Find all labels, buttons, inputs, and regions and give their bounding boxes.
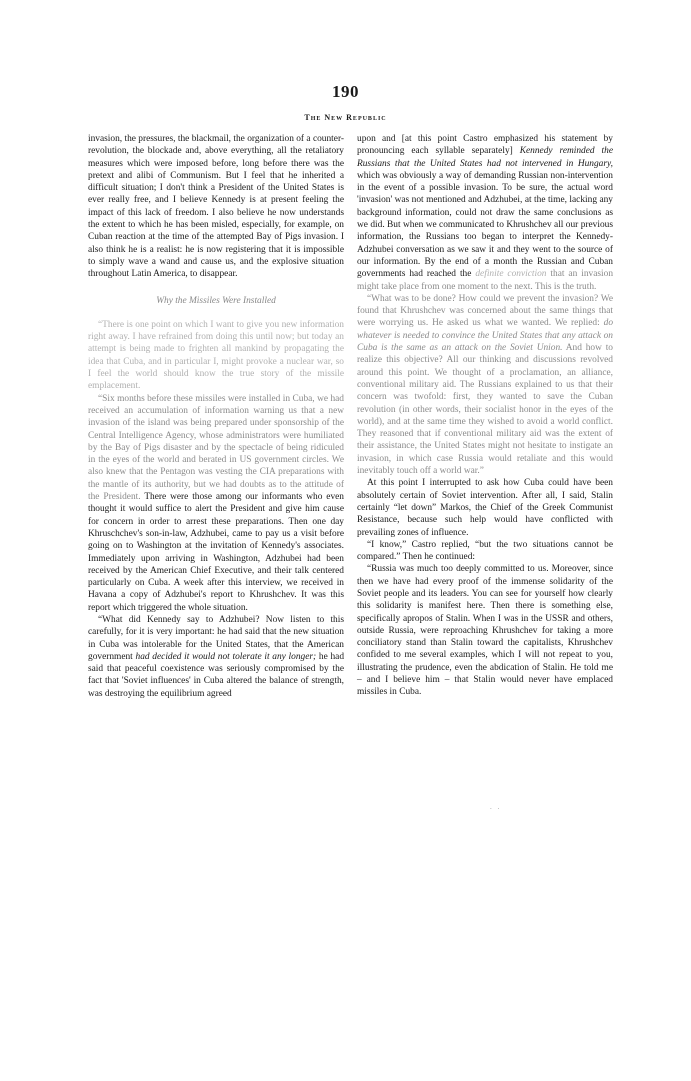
emphasis-text: had decided it would not tolerate it any longer; bbox=[135, 651, 317, 662]
paragraph-text: upon and [at this point Castro emphasized his statement by pronouncing each syllable separately] bbox=[357, 134, 613, 157]
paragraph-text: which was obviously a way of demanding Russian non-intervention in the event of a possible invasion. To be sure, the actual word 'invasion' was not mentioned and Adzhubei, at the time, lacking any background information, could not draw the same conclusions as we did. But when we communicated to Khrushchev all our previous information, the Russians too began to interpret the Kennedy-Adzhubei conversation as we saw it and they went to the source of our information. By the end of a month the Russian and Cuban governments had reached the bbox=[357, 170, 613, 280]
paragraph: At this point I interrupted to ask how Cuba could have been absolutely certain of Soviet intervention. After all, I said, Stalin certainly “let down” Markos, the Chief of the Greek Communist Resistance, because such help would have conflicted with prevailing zones of influence. bbox=[357, 478, 613, 538]
paragraph-text: And how to realize this objective? All our thinking and discussions revolved around this point. We thought of a proclamation, an alliance, conventional military aid. The Russians explained to us that their concern was twofold: first, they wanted to save the Cuban revolution (in other words, their socialist honor in the eyes of the world), and at the same time they wished to avoid a world conflict. They reasoned that if conventional military aid was the extent of their assistance, the United States might not hesitate to instigate an invasion, in which case Russia would retaliate and this would inevitably touch off a world war.” bbox=[357, 343, 613, 477]
left-column bbox=[88, 133, 344, 700]
paragraph bbox=[88, 614, 344, 700]
page-number: 190 bbox=[332, 82, 359, 101]
paragraph-text: he had said that peaceful coexistence was seriously compromised by the fact that 'Soviet influences' in Cuba altered the balance of strength, was destroying the equilibrium agreed bbox=[88, 651, 345, 699]
paragraph: “Russia was much too deeply committed to us. Moreover, since then we have had every proof of the immense solidarity of the Soviet people and its leaders. You can see for yourself how clearly this solidarity is manifest here. Then there is something else, specifically apropos of Stalin. When I was in the USSR and others, outside Russia, were reproaching Khrushchev for taking a more conciliatory stand than Stalin toward the capitalists, Khrushchev confided to me several examples, which I will not repeat to you, illustrating the prudence, even the abdication of Stalin. He told me – and I believe him – that Stalin would never have emplaced missiles in Cuba. bbox=[357, 564, 613, 698]
paragraph: “There is one point on which I want to give you new information right away. I have refrained from doing this until now; but today an attempt is being made to frighten all mankind by propagating the idea that Cuba, and in particular I, might provoke a nuclear war, so I feel the world should know the true story of the missile emplacement. bbox=[88, 319, 344, 392]
end-mark: . . bbox=[490, 803, 502, 811]
paragraph bbox=[88, 393, 344, 614]
emphasis-text: do whatever is needed to convince the United States that any attack on Cuba is the same as an attack on the Soviet Union. bbox=[357, 318, 613, 354]
paragraph: “I know,” Castro replied, “but the two situations cannot be compared.” Then he continued: bbox=[357, 539, 613, 563]
paragraph: invasion, the pressures, the blackmail, the organization of a counter-revolution, the blockade and, above everything, all the retaliatory measures which were imposed before, long before there was the pretext and alibi of Communism. But I feel that he inherited a difficult situation; I don't think a President of the United States is ever really free, and I believe Kennedy is at present feeling the impact of this lack of freedom. I also believe he now understands the extent to which he has been misled, especially, for example, on Cuban reaction at the time of the attempted Bay of Pigs invasion. I also think he is a realist: he is now registering that it is impossible to simply wave a wand and cause us, and the explosive situation throughout Latin America, to disappear. bbox=[88, 134, 344, 280]
section-subheading: Why the Missiles Were Installed bbox=[156, 295, 276, 306]
paragraph bbox=[357, 133, 613, 293]
masthead: The New Republic bbox=[304, 113, 387, 122]
right-column bbox=[357, 133, 613, 699]
paragraph-text: “What was to be done? How could we prevent the invasion? We found that Khrushchev was concerned about the same things that were worrying us. He asked us what we wanted. We replied: bbox=[357, 293, 613, 329]
paragraph-text: There were those among our informants who even thought it would suffice to alert the President and give him cause for concern in order to arrest these preparations. Then one day Khruschchev's son-in-law, Adzhubei, came to pay us a visit before going on to Washington at the invitation of Kennedy's associates. Immediately upon arriving in Washington, Adzhubei had been received by the American Chief Executive, and their talk centered particularly on Cuba. A week after this interview, we received in Havana a copy of Adzhubei's report to Khrushchev. It was this report which triggered the whole situation. bbox=[88, 492, 344, 613]
emphasis-text: definite conviction bbox=[475, 269, 547, 280]
paragraph bbox=[357, 293, 613, 477]
paragraph-text: “What did Kennedy say to Adzhubei? Now listen to this carefully, for it is very important: he had said that the new situation in Cuba was intolerable for the United States, that the American government bbox=[88, 614, 344, 662]
paragraph-text-faded: “Six months before these missiles were installed in Cuba, we had received an accumulation of information warning us that a new invasion of the island was being prepared under sponsorship of the Central Intelligence Agency, whose administrators were humiliated by the Bay of Pigs disaster and by the spectacle of being ridiculed in the eyes of the world and berated in US government circles. We also knew that the Pentagon was vesting the CIA preparations with the mantle of its authority, but we had doubts as to the attitude of the President. bbox=[88, 393, 344, 503]
paragraph-text: that an invasion might take place from one moment to the next. This is the truth. bbox=[357, 269, 614, 292]
emphasis-text: Kennedy reminded the Russians that the United States had not intervened in Hungary, bbox=[357, 146, 614, 169]
